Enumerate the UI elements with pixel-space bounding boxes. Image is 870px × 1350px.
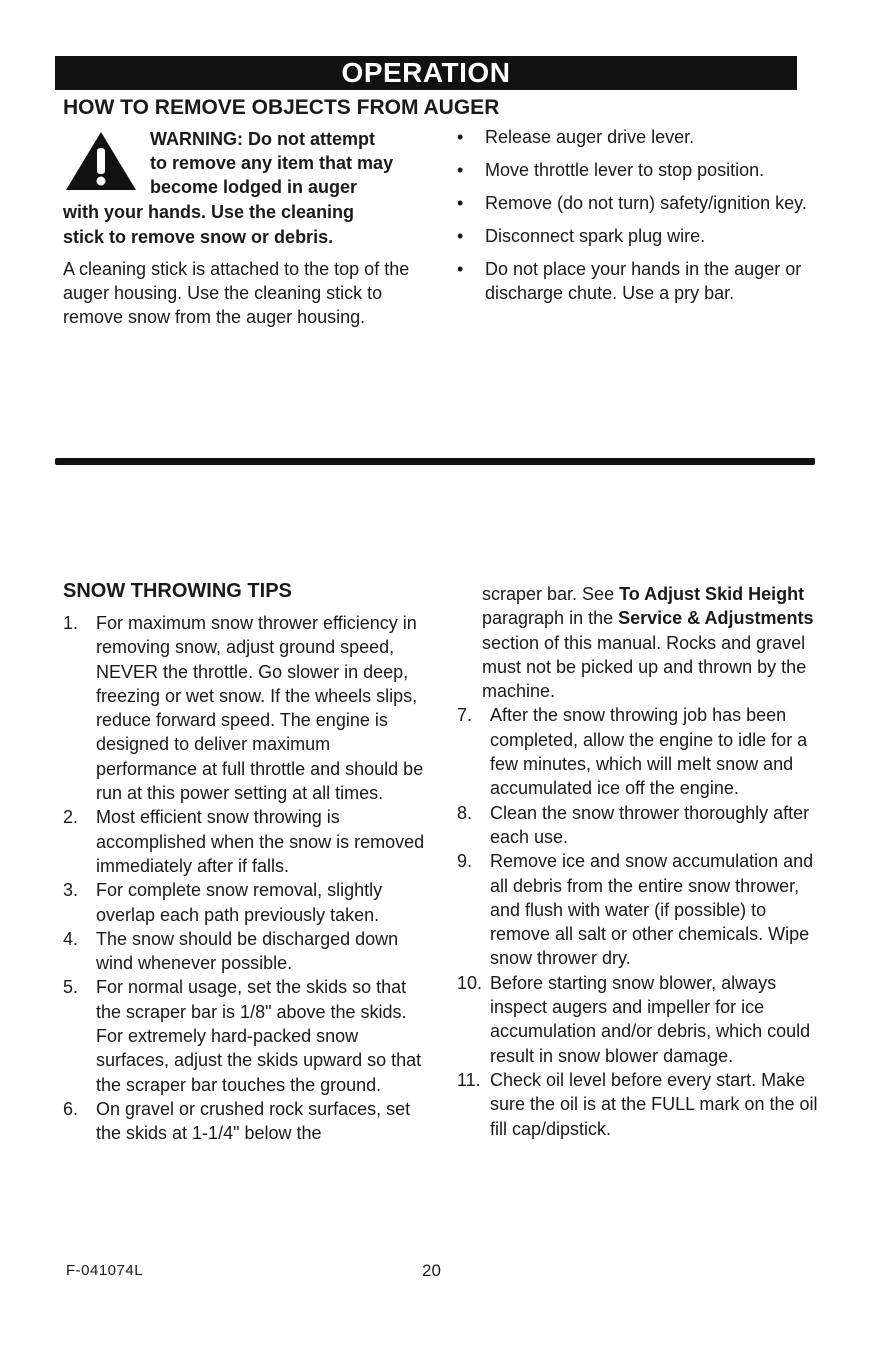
tips-title: SNOW THROWING TIPS	[63, 580, 292, 602]
tip-item: 9. Remove ice and snow accumulation and all debris from the entire snow thrower, and flush with water (if possible) to remove all salt or other chemicals. Wipe snow thrower dry.	[457, 851, 814, 969]
tip-item: 4. The snow should be discharged down wind whenever possible.	[63, 928, 399, 974]
tip-item: 7. After the snow throwing job has been completed, allow the engine to idle for a few minutes, which will melt snow and accumulated ice off the engine.	[457, 705, 808, 799]
warning-body	[63, 200, 443, 250]
warning-triangle-icon	[64, 130, 138, 192]
service-adjustments-reference: Service & Adjustments	[618, 608, 814, 629]
page-number: 20	[422, 1261, 441, 1280]
section-banner: OPERATION	[55, 56, 797, 90]
section-divider	[55, 458, 815, 465]
warning-line: WARNING: Do not attempt	[150, 129, 375, 149]
list-item: • Release auger drive lever.	[457, 127, 695, 147]
list-item: • Do not place your hands in the auger or discharge chute. Use a pry bar.	[457, 259, 802, 303]
bullet-icon: •	[457, 127, 464, 147]
adjust-skid-reference: To Adjust Skid Height	[619, 584, 805, 604]
tip-item: 3. For complete snow removal, slightly overlap each path previously taken.	[63, 880, 383, 925]
tip-item: 6. On gravel or crushed rock surfaces, set the skids at 1-1/4" below the	[63, 1098, 411, 1144]
list-item: • Move throttle lever to stop position.	[457, 160, 765, 180]
tips-column-left	[63, 611, 428, 1146]
warning-line: stick to remove snow or debris.	[63, 227, 334, 247]
tip-item: 8. Clean the snow thrower thoroughly after each use.	[457, 802, 810, 847]
warning-line: to remove any item that may	[150, 153, 394, 173]
tip-item: 2. Most efficient snow throwing is accomplished when the snow is removed immediately after if falls.	[63, 807, 425, 876]
tip-item: 11. Check oil level before every start. Make sure the oil is at the FULL mark on the oil fill cap/dipstick.	[457, 1069, 818, 1139]
bullet-icon: •	[457, 259, 464, 279]
document-code: F-041074L	[66, 1262, 144, 1279]
section-title: HOW TO REMOVE OBJECTS FROM AUGER	[63, 96, 500, 119]
tip-item: 10. Before starting snow blower, always inspect augers and impeller for ice accumulation and/or debris, which could result in snow blower damage.	[457, 972, 811, 1066]
bullet-icon: •	[457, 160, 464, 180]
tip-item: 1. For maximum snow thrower efficiency in removing snow, adjust ground speed, NEVER the throttle. Go slower in deep, freezing or wet snow. If the wheels slips, reduce forward speed. The engine is designed to deliver maximum performance at full throttle and should be run at this power setting at all times.	[63, 613, 424, 804]
tips-column-right	[457, 582, 822, 1141]
tip-continuation: scraper bar. See To Adjust Skid Height paragraph in the Service & Adjustments section of this manual. Rocks and gravel must not be picked up and thrown by the machine.	[482, 584, 814, 702]
list-item: • Disconnect spark plug wire.	[457, 226, 706, 246]
warning-line: with your hands. Use the cleaning	[63, 202, 355, 222]
bullet-icon: •	[457, 193, 464, 213]
list-item: • Remove (do not turn) safety/ignition key.	[457, 193, 807, 213]
cleaning-stick-paragraph: A cleaning stick is attached to the top of the auger housing. Use the cleaning stick to remove snow from the auger housing.	[63, 259, 410, 327]
warning-line: become lodged in auger	[150, 177, 358, 197]
removal-steps-list	[457, 125, 827, 314]
tip-item: 5. For normal usage, set the skids so that the scraper bar is 1/8" above the skids. For extremely hard-packed snow surfaces, adjust the skids upward so that the scraper bar touches the ground.	[63, 977, 422, 1095]
warning-heading	[150, 127, 430, 199]
bullet-icon: •	[457, 226, 464, 246]
